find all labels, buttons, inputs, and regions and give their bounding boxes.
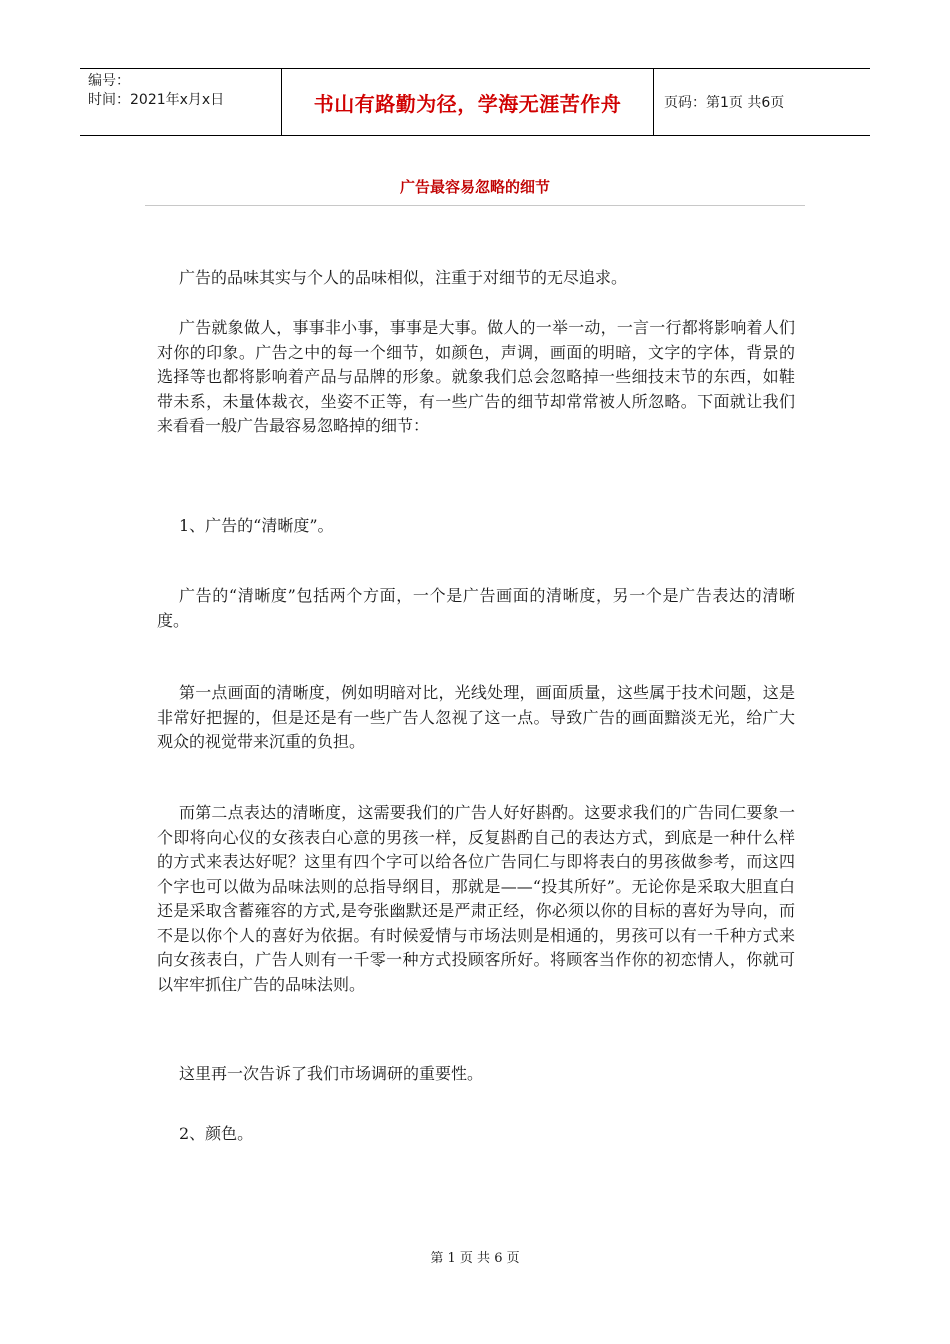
section-heading-clarity: 1、广告的“清晰度”。 [179,516,334,535]
paragraph-visual-clarity: 第一点画面的清晰度，例如明暗对比，光线处理，画面质量，这些属于技术问题，这是非常好把握的，但是还是有一些广告人忽视了这一点。导致广告的画面黯淡无光，给广大观众的视觉带来沉重的负担。 [157,683,795,751]
title-divider [145,205,805,206]
header-table [80,68,870,136]
header-meta [80,69,282,135]
page-footer: 第 1 页 共 6 页 [430,1251,520,1266]
paragraph-market-research: 这里再一次告诉了我们市场调研的重要性。 [179,1064,484,1083]
paragraph-expression-clarity: 而第二点表达的清晰度，这需要我们的广告人好好斟酌。这要求我们的广告同仁要象一个即将向心仪的女孩表白心意的男孩一样，反复斟酌自己的表达方式，到底是一种什么样的方式来表达好呢？这里有四个字可以给各位广告同仁与即将表白的男孩做参考，而这四个字也可以做为品味法则的总指导纲目，那就是——“投其所好”。无论你是采取大胆直白还是采取含蓄雍容的方式,是夸张幽默还是严肃正经，你必须以你的目标的喜好为导向，而不是以你个人的喜好为依据。有时候爱情与市场法则是相通的，男孩可以有一千种方式来向女孩表白，广告人则有一千零一种方式投顾客所好。将顾客当作你的初恋情人，你就可以牢牢抓住广告的品味法则。 [157,803,795,994]
document-title: 广告最容易忽略的细节 [399,178,550,196]
date-line: 时间：2021年x月x日 [88,92,225,108]
paragraph-clarity-def: 广告的“清晰度”包括两个方面，一个是广告画面的清晰度，另一个是广告表达的清晰度。 [157,586,795,630]
header-motto: 书山有路勤为径，学海无涯苦作舟 [282,69,654,135]
section-heading-color: 2、颜色。 [179,1124,254,1143]
paragraph-intro: 广告的品味其实与个人的品味相似，注重于对细节的无尽追求。 [179,268,628,287]
header-page-info: 页码：第1页 共6页 [664,95,785,111]
paragraph-analogy: 广告就象做人，事事非小事，事事是大事。做人的一举一动，一言一行都将影响着人们对你的印象。广告之中的每一个细节，如颜色，声调，画面的明暗，文字的字体，背景的选择等也都将影响着产品与品牌的形象。就象我们总会忽略掉一些细技末节的东西，如鞋带未系，未量体裁衣，坐姿不正等，有一些广告的细节却常常被人所忽略。下面就让我们来看看一般广告最容易忽略掉的细节： [157,318,795,435]
number-label: 编号： [88,73,130,89]
